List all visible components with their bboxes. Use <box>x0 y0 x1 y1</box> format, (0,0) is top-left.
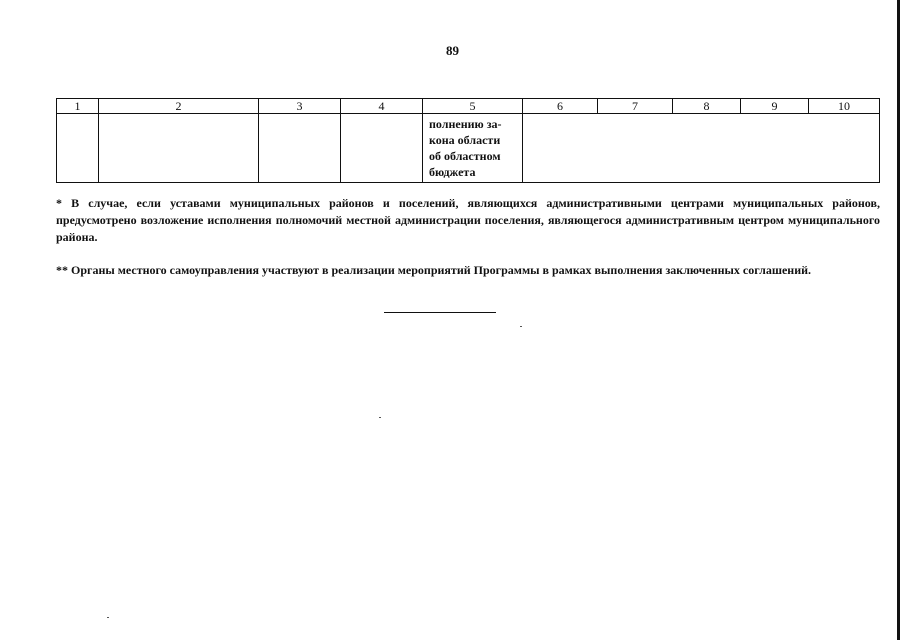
table-row <box>57 114 880 183</box>
footnote-first: * В случае, если уставами муниципальных районов и поселений, являющихся административными центрами муниципальных районов, предусмотрено возложение исполнения полномочий местной администрации поселения, являющегося административным центром муниципального района. <box>56 196 880 244</box>
separator-rule <box>384 312 496 313</box>
column-header: 4 <box>341 99 423 114</box>
scan-speck <box>379 417 381 418</box>
cell-line: бюджета <box>429 165 476 179</box>
table-cell <box>57 114 99 183</box>
cell-line: об областном <box>429 149 501 163</box>
scan-speck <box>520 326 522 327</box>
column-header: 5 <box>423 99 523 114</box>
table-cell-merged <box>523 114 880 183</box>
footnote-second: ** Органы местного самоуправления участвуют в реализации мероприятий Программы в рамках выполнения заключенных соглашений. <box>56 263 812 277</box>
scan-edge-line <box>897 0 900 640</box>
table-cell-col5 <box>423 114 523 183</box>
page-number: 89 <box>446 43 459 58</box>
column-header: 7 <box>598 99 673 114</box>
cell-line: кона области <box>429 133 501 147</box>
table-cell <box>341 114 423 183</box>
column-header: 1 <box>57 99 99 114</box>
cell-line: полнению за- <box>429 117 502 131</box>
column-header: 9 <box>741 99 809 114</box>
column-header: 2 <box>99 99 259 114</box>
scan-speck <box>107 617 109 618</box>
column-header: 10 <box>809 99 880 114</box>
table-cell <box>99 114 259 183</box>
column-header: 3 <box>259 99 341 114</box>
table-header-row <box>57 99 880 114</box>
column-header: 8 <box>673 99 741 114</box>
data-table <box>56 98 880 183</box>
column-header: 6 <box>523 99 598 114</box>
table-cell <box>259 114 341 183</box>
